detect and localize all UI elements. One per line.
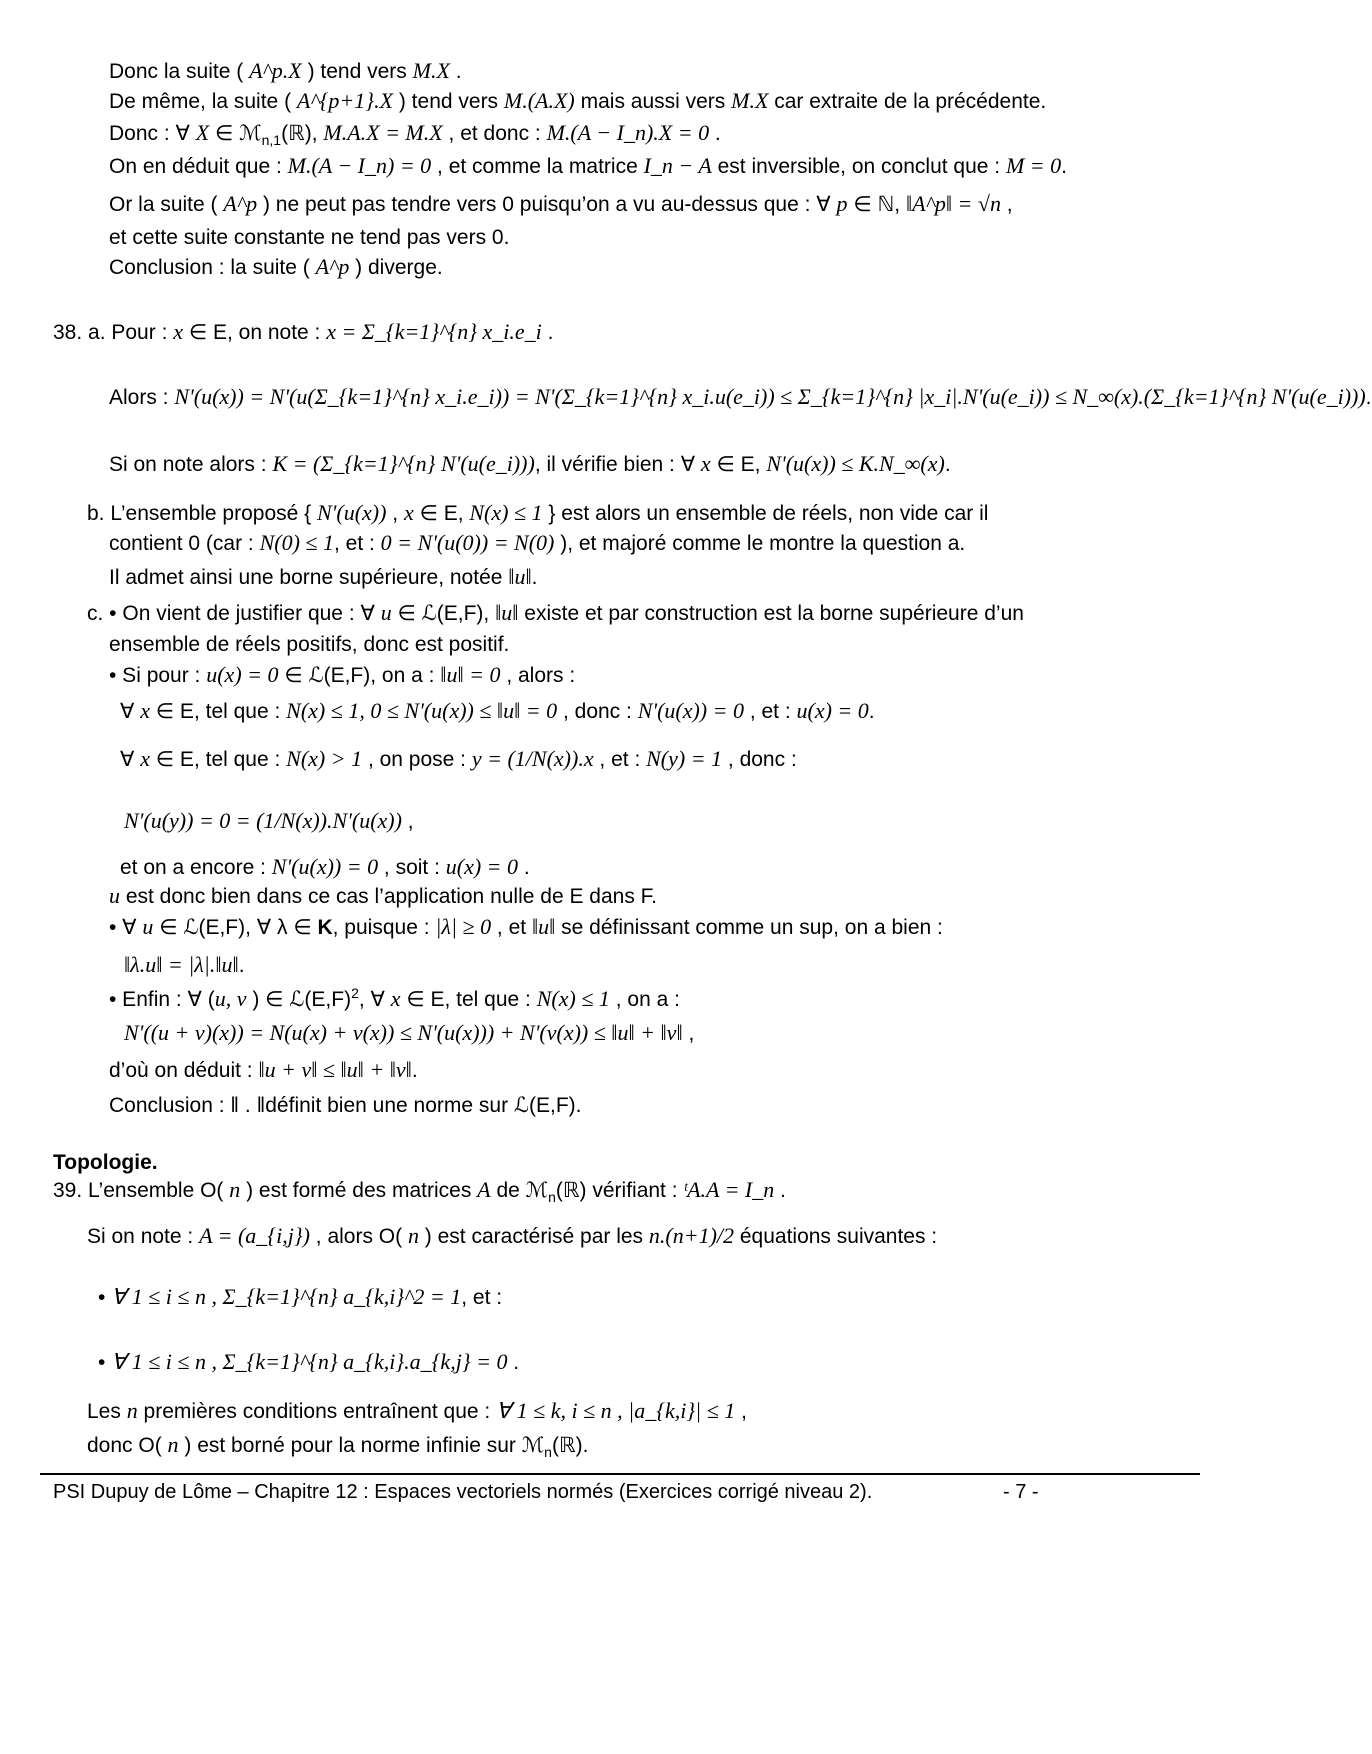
line-segment: , <box>386 502 404 525</box>
line-segment: ‖u‖ <box>531 914 556 939</box>
line-segment: M.X <box>412 58 450 83</box>
line-segment: , donc : <box>722 748 797 771</box>
line-segment: , et : <box>593 748 647 771</box>
line-segment: , et donc : <box>442 122 547 145</box>
line-segment: N(y) = 1 <box>646 746 723 771</box>
line-segment: Les <box>87 1400 127 1423</box>
line-segment: n <box>167 1432 179 1457</box>
line-segment: u <box>380 600 392 625</box>
line-segment: ) tend vers <box>301 60 413 83</box>
line-segment: ) ∈ ℒ(E,F) <box>246 988 352 1011</box>
line-segment: • ∀ <box>109 916 143 939</box>
line-segment: . <box>1061 155 1067 178</box>
text-line <box>109 153 1067 179</box>
line-segment: M.(A − I_n).X = 0 <box>546 120 710 145</box>
line-segment: N'(u(y)) = 0 = (1/N(x)).N'(u(x)) <box>124 808 402 833</box>
line-segment: M.(A.X) <box>503 88 575 113</box>
line-segment: . <box>531 566 538 589</box>
line-segment: , alors : <box>500 664 576 687</box>
text-line <box>109 564 537 590</box>
line-segment: , <box>1000 193 1013 216</box>
text-line <box>87 500 988 526</box>
line-segment: M.X <box>731 88 769 113</box>
line-segment: x <box>403 500 414 525</box>
line-segment: , donc : <box>557 700 638 723</box>
line-segment: ) ne peut pas tendre vers 0 puisqu’on a vu au-dessus que : ∀ <box>257 193 837 216</box>
line-segment: Topologie. <box>53 1151 158 1174</box>
line-segment: K = (Σ_{k=1}^{n} N'(u(e_i))) <box>272 451 535 476</box>
line-segment: ∈ ℒ(E,F), <box>391 602 496 625</box>
line-segment: , ∀ <box>358 988 391 1011</box>
line-segment: ) tend vers <box>393 90 504 113</box>
line-segment: ∀ 1 ≤ i ≤ n , Σ_{k=1}^{n} a_{k,i}^2 = 1 <box>111 1284 462 1309</box>
line-segment: n <box>229 1177 241 1202</box>
line-segment: Si on note alors : <box>109 453 273 476</box>
text-line <box>124 952 245 978</box>
line-segment: I_n − A <box>643 153 712 178</box>
line-segment: premières conditions entraînent que : <box>137 1400 497 1423</box>
text-line <box>109 451 951 477</box>
line-segment: , <box>401 810 414 833</box>
line-segment: ∀ <box>120 748 141 771</box>
text-line <box>109 985 680 1012</box>
line-segment: mais aussi vers <box>574 90 732 113</box>
text-line <box>109 120 721 149</box>
line-segment: N(x) ≤ 1, 0 ≤ N'(u(x)) ≤ ‖u‖ = 0 <box>286 698 558 723</box>
line-segment: N'(u(x)) = N'(u(Σ_{k=1}^{n} x_i.e_i)) = N'(Σ_{k=1}^{n} x_i.u(e_i)) ≤ Σ_{k=1}^{n} |x_i|.N'(u(e_i)) ≤ N_∞(x).(Σ_{k=1}^{n} N'(u(e_i))) <box>174 384 1366 409</box>
line-segment: |λ| ≥ 0 <box>435 914 492 939</box>
line-segment: ∀ 1 ≤ k, i ≤ n , |a_{k,i}| ≤ 1 <box>496 1398 736 1423</box>
line-segment: u <box>142 914 154 939</box>
line-segment: A^p.X <box>249 58 302 83</box>
text-line <box>109 88 1046 114</box>
line-segment: ∈ ℒ(E,F), on a : <box>278 664 441 687</box>
line-segment: n <box>407 1223 419 1248</box>
line-segment: 39. L’ensemble O( <box>53 1179 230 1202</box>
line-segment: N'((u + v)(x)) = N(u(x) + v(x)) ≤ N'(u(x))) + N'(v(x)) ≤ ‖u‖ + ‖v‖ <box>124 1020 683 1045</box>
text-line <box>87 600 1024 626</box>
line-segment: } est alors un ensemble de réels, non vide car il <box>542 502 989 525</box>
line-segment: A <box>477 1177 491 1202</box>
line-segment: donc O( <box>87 1434 168 1457</box>
line-segment: , on a : <box>609 988 680 1011</box>
line-segment: u(x) = 0 <box>206 662 279 687</box>
text-line <box>109 225 509 250</box>
line-segment: N(x) > 1 <box>286 746 363 771</box>
line-segment: A^{p+1}.X <box>296 88 394 113</box>
line-segment: p <box>836 191 848 216</box>
text-line <box>109 58 462 84</box>
line-segment: , <box>682 1022 695 1045</box>
line-segment: 0 = N'(u(0)) = N(0) <box>380 530 555 555</box>
line-segment: x <box>140 698 150 723</box>
text-line <box>109 914 943 940</box>
line-segment: M.A.X = M.X <box>323 120 443 145</box>
text-line <box>87 1398 747 1424</box>
line-segment: . <box>868 700 875 723</box>
text-line <box>120 698 875 724</box>
line-segment: , soit : <box>378 856 446 879</box>
line-segment: (ℝ), <box>281 122 324 145</box>
line-segment: , et : <box>333 532 381 555</box>
line-segment: u <box>109 883 120 908</box>
text-line <box>87 1223 937 1249</box>
line-segment: ) est caractérisé par les <box>418 1225 649 1248</box>
line-segment: ), et majoré comme le montre la question a. <box>554 532 966 555</box>
line-segment: ) est borné pour la norme infinie sur ℳ <box>178 1434 545 1457</box>
line-segment: , et comme la matrice <box>431 155 644 178</box>
text-line <box>124 808 414 834</box>
line-segment: existe et par construction est la borne supérieure d’un <box>518 602 1024 625</box>
text-line <box>120 746 797 772</box>
line-segment: y = (1/N(x)).x <box>471 746 594 771</box>
line-segment: Donc la suite ( <box>109 60 250 83</box>
line-segment: Alors : <box>109 386 175 409</box>
line-segment: ∈ ℕ, <box>847 193 906 216</box>
text-line <box>53 1177 786 1206</box>
line-segment: ∈ E, <box>413 502 470 525</box>
line-segment: N'(u(x)) = 0 <box>271 854 379 879</box>
line-segment: , on pose : <box>362 748 472 771</box>
line-segment: , alors O( <box>309 1225 408 1248</box>
text-line <box>98 1349 519 1375</box>
line-segment: 38. a. Pour : <box>53 321 174 344</box>
line-segment: A^p <box>315 254 350 279</box>
line-segment: ∈ E, tel que : <box>400 988 537 1011</box>
line-segment: ‖u + v‖ ≤ ‖u‖ + ‖v‖ <box>258 1057 412 1082</box>
line-segment: ∈ E, tel que : <box>149 748 287 771</box>
line-segment: , et : <box>743 700 797 723</box>
line-segment: n.(n+1)/2 <box>648 1223 735 1248</box>
line-segment: x <box>140 746 150 771</box>
line-segment: x = Σ_{k=1}^{n} x_i.e_i <box>326 319 542 344</box>
text-line <box>109 1057 418 1083</box>
line-segment: ∈ E, <box>710 453 767 476</box>
line-segment: . <box>709 122 721 145</box>
line-segment: . <box>449 60 462 83</box>
line-segment: . <box>518 856 530 879</box>
text-line <box>109 530 965 556</box>
line-segment: . <box>541 321 554 344</box>
line-segment: équations suivantes : <box>734 1225 938 1248</box>
line-segment: c. • On vient de justifier que : ∀ <box>87 602 381 625</box>
line-segment: est donc bien dans ce cas l’application nulle de E dans F. <box>120 885 658 908</box>
line-segment: M.(A − I_n) = 0 <box>287 153 432 178</box>
text-line <box>109 632 509 657</box>
line-segment: Donc : ∀ <box>109 122 196 145</box>
page-number: - 7 - <box>1003 1481 1039 1503</box>
line-segment: • Enfin : ∀ ( <box>109 988 215 1011</box>
text-line <box>98 1284 502 1310</box>
text-line <box>109 384 1372 410</box>
line-segment: On en déduit que : <box>109 155 288 178</box>
line-segment: . <box>1365 386 1372 409</box>
text-line <box>109 662 575 688</box>
line-segment: X <box>195 120 210 145</box>
line-segment: x <box>173 319 184 344</box>
line-segment: Si on note : <box>87 1225 200 1248</box>
line-segment: ∈ E, tel que : <box>149 700 287 723</box>
line-segment: car extraite de la précédente. <box>768 90 1047 113</box>
line-segment: n <box>126 1398 138 1423</box>
line-segment: ‖λ.u‖ = |λ|.‖u‖ <box>124 952 239 977</box>
line-segment: ∈ E, on note : <box>183 321 327 344</box>
line-segment: N'(u(x)) <box>317 500 387 525</box>
line-segment: , et : <box>461 1286 503 1309</box>
line-segment: x <box>390 986 401 1011</box>
line-segment: ‖u‖ <box>495 600 519 625</box>
line-segment: contient 0 (car : <box>109 532 260 555</box>
line-segment: et on a encore : <box>120 856 272 879</box>
line-segment: A^p <box>223 191 258 216</box>
section-heading <box>53 1150 158 1175</box>
line-segment: u(x) = 0 <box>445 854 519 879</box>
text-line <box>109 1093 582 1118</box>
text-line <box>120 854 530 880</box>
line-segment: ) est formé des matrices <box>240 1179 478 1202</box>
line-segment: N'(u(x)) = 0 <box>637 698 744 723</box>
line-segment: Conclusion : ‖ . ‖définit bien une norme sur ℒ(E,F). <box>109 1094 582 1117</box>
line-segment: d’où on déduit : <box>109 1059 259 1082</box>
line-segment: et cette suite constante ne tend pas vers 0. <box>109 226 510 249</box>
line-segment: x <box>700 451 711 476</box>
line-segment: se définissant comme un sup, on a bien : <box>555 916 943 939</box>
line-segment: N(x) ≤ 1 <box>469 500 543 525</box>
line-segment: (ℝ). <box>551 1434 589 1457</box>
line-segment: n,1 <box>261 132 282 149</box>
line-segment: est inversible, on conclut que : <box>711 155 1006 178</box>
line-segment: u, v <box>214 986 247 1011</box>
line-segment: b. L’ensemble proposé { <box>87 502 317 525</box>
line-segment: ‖u‖ = 0 <box>440 662 501 687</box>
line-segment: ∈ ℳ <box>209 122 262 145</box>
line-segment: ‖A^p‖ = √n <box>905 191 1001 216</box>
line-segment: de ℳ <box>490 1179 549 1202</box>
line-segment: N'(u(x)) ≤ K.N_∞(x) <box>766 451 945 476</box>
line-segment: M = 0 <box>1005 153 1062 178</box>
text-line <box>87 1432 588 1461</box>
line-segment: Il admet ainsi une borne supérieure, notée <box>109 566 509 589</box>
line-segment: , il vérifie bien : ∀ <box>534 453 701 476</box>
text-line <box>109 254 443 280</box>
line-segment: De même, la suite ( <box>109 90 297 113</box>
text-line <box>109 191 1013 217</box>
line-segment: A = (a_{i,j}) <box>199 1223 310 1248</box>
line-segment: 2 <box>351 985 359 1001</box>
line-segment: . <box>507 1351 520 1374</box>
line-segment: ‖u‖ <box>508 564 532 589</box>
line-segment: , <box>735 1400 747 1423</box>
line-segment: • Si pour : <box>109 664 207 687</box>
line-segment: Or la suite ( <box>109 193 224 216</box>
line-segment: , puisque : <box>332 916 436 939</box>
line-segment: ∀ <box>120 700 141 723</box>
line-segment: ∀ 1 ≤ i ≤ n , Σ_{k=1}^{n} a_{k,i}.a_{k,j} = 0 <box>111 1349 508 1374</box>
line-segment: n <box>548 1189 556 1206</box>
text-line <box>53 319 553 345</box>
line-segment: ) diverge. <box>349 256 443 279</box>
line-segment: K <box>317 916 333 939</box>
line-segment: n <box>544 1444 552 1461</box>
footer-rule <box>40 1473 1200 1475</box>
footer-text: PSI Dupuy de Lôme – Chapitre 12 : Espaces vectoriels normés (Exercices corrigé niveau 2). <box>53 1481 873 1503</box>
text-line <box>124 1020 694 1046</box>
line-segment: • <box>98 1286 112 1309</box>
line-segment: u(x) = 0 <box>796 698 869 723</box>
line-segment: (ℝ) vérifiant : <box>555 1179 684 1202</box>
line-segment: ensemble de réels positifs, donc est positif. <box>109 633 510 656</box>
line-segment: . <box>411 1059 418 1082</box>
text-line <box>109 883 657 909</box>
line-segment: ᵗA.A = I_n <box>683 1177 775 1202</box>
line-segment: , et <box>491 916 532 939</box>
line-segment: . <box>774 1179 786 1202</box>
line-segment: N(x) ≤ 1 <box>536 986 610 1011</box>
line-segment: ∈ ℒ(E,F), ∀ λ ∈ <box>153 916 318 939</box>
line-segment: • <box>98 1351 112 1374</box>
line-segment: N(0) ≤ 1 <box>259 530 334 555</box>
line-segment: . <box>238 954 245 977</box>
line-segment: . <box>944 453 951 476</box>
line-segment: Conclusion : la suite ( <box>109 256 316 279</box>
